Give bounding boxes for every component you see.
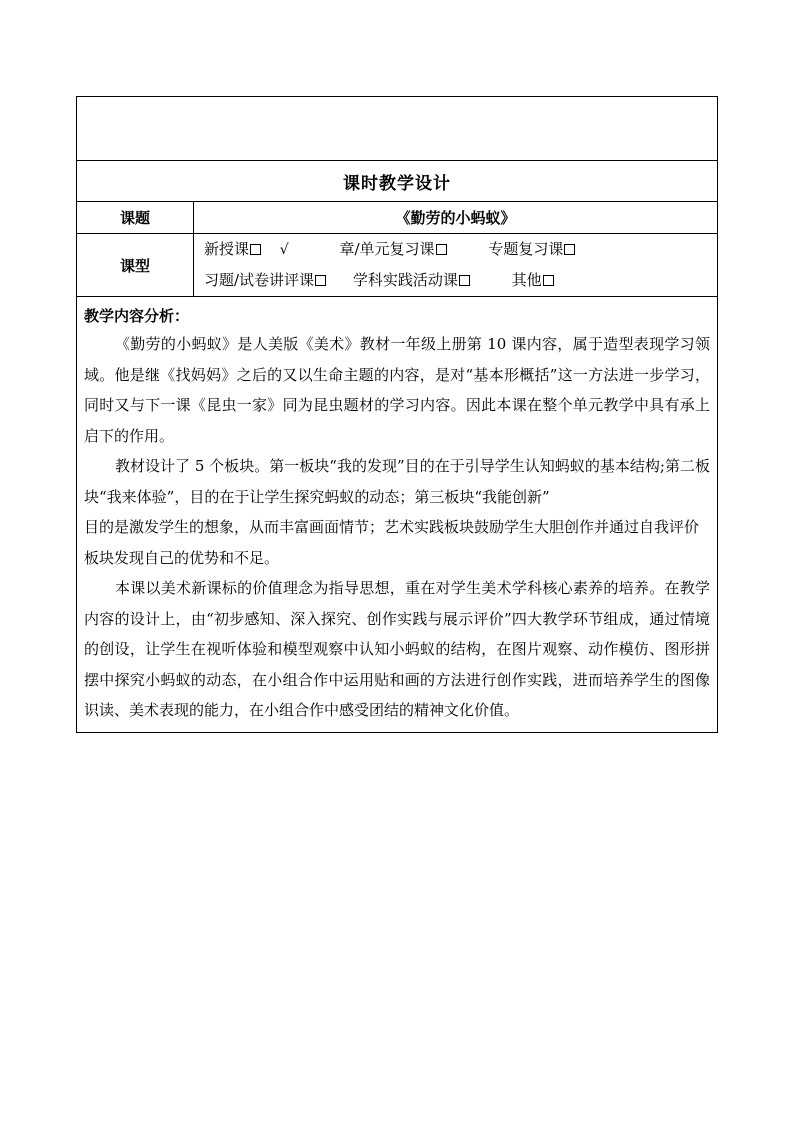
checkbox-exercise-review[interactable] [315, 275, 326, 286]
paragraph-4: 本课以美术新课标的价值理念为指导思想，重在对学生美术学科核心素养的培养。在教学内容的设计上，由“初步感知、深入探究、创作实践与展示评价”四大教学环节组成，通过情境的创设，让学生在视听体验和模型观察中认知小蚂蚁的结构，在图片观察、动作模仿、图形拼摆中探究小蚂蚁的动态，在小组合作中运用贴和画的方法进行创作实践，进而培养学生的图像识读、美术表现的能力，在小组合作中感受团结的精神文化价值。 [84, 579, 710, 719]
checkbox-topic-review[interactable] [564, 244, 575, 255]
option-new-lesson-label: 新授课 [204, 240, 250, 258]
type-label: 课型 [77, 234, 194, 297]
option-exercise-review-label: 习题/试卷讲评课 [204, 271, 315, 289]
checkbox-chapter-review[interactable] [436, 244, 447, 255]
lesson-design-sheet [76, 96, 718, 733]
checkbox-new-lesson[interactable] [250, 244, 261, 255]
option-exercise-review[interactable] [204, 265, 326, 296]
option-other-label: 其他 [511, 271, 542, 289]
lesson-design-table [76, 96, 718, 733]
title-row [77, 161, 718, 202]
type-options-line-1 [204, 234, 717, 265]
option-new-lesson[interactable] [204, 234, 261, 265]
analysis-heading: 教学内容分析： [84, 307, 190, 325]
selected-check-mark: √ [279, 242, 289, 258]
type-options [194, 234, 718, 297]
option-practice-label: 学科实践活动课 [352, 271, 458, 289]
topic-label: 课题 [77, 202, 194, 234]
option-practice[interactable] [353, 265, 470, 296]
topic-value: 《勤劳的小蚂蚁》 [194, 202, 718, 234]
blank-header-cell [77, 97, 718, 161]
document-title: 课时教学设计 [77, 161, 718, 202]
type-row [77, 234, 718, 297]
paragraph-1: 《勤劳的小蚂蚁》是人美版《美术》教材一年级上册第 10 课内容，属于造型表现学习领域。他是继《找妈妈》之后的又以生命主题的内容，是对“基本形概括”这一方法进一步学习，同时又与下一课《昆虫一家》同为昆虫题材的学习内容。因此本课在整个单元教学中具有承上启下的作用。 [84, 335, 710, 445]
type-options-line-2 [204, 265, 717, 296]
option-chapter-review-label: 章/单元复习课 [339, 240, 435, 258]
topic-row [77, 202, 718, 234]
header-blank-row [77, 97, 718, 161]
content-analysis-cell [77, 297, 718, 733]
option-topic-review[interactable] [488, 234, 575, 265]
option-topic-review-label: 专题复习课 [488, 240, 564, 258]
option-chapter-review[interactable] [340, 234, 447, 265]
paragraph-3: 目的是激发学生的想象，从而丰富画面情节；艺术实践板块鼓励学生大胆创作并通过自我评价板块发现自己的优势和不足。 [84, 518, 700, 567]
content-row [77, 297, 718, 733]
checkbox-other[interactable] [543, 275, 554, 286]
paragraph-2: 教材设计了 5 个板块。第一板块“我的发现”目的在于引导学生认知蚂蚁的基本结构;第二板块“我来体验”，目的在于让学生探究蚂蚁的动态；第三板块“我能创新” [84, 457, 710, 506]
checkbox-practice[interactable] [459, 275, 470, 286]
option-other[interactable] [512, 265, 554, 296]
